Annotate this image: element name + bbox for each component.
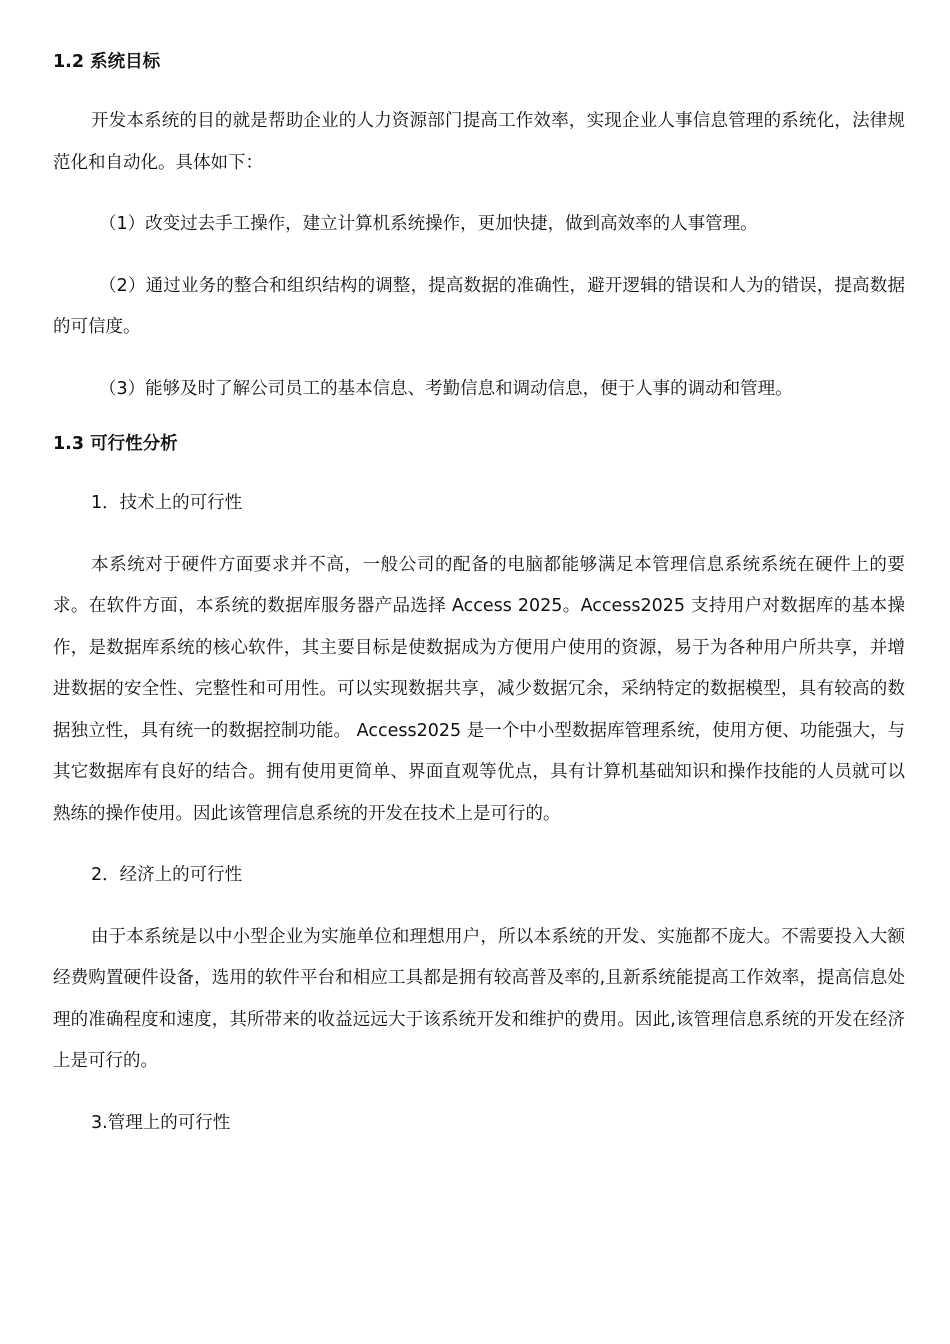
section-heading-1-3: 1.3 可行性分析 [53, 434, 178, 454]
document-page [53, 48, 905, 1164]
section-heading-1-2: 1.2 系统目标 [53, 52, 161, 72]
goal-item-3: （3）能够及时了解公司员工的基本信息、考勤信息和调动信息，便于人事的调动和管理。 [99, 378, 793, 399]
goal-item-1: （1）改变过去手工操作，建立计算机系统操作，更加快捷，做到高效率的人事管理。 [99, 214, 758, 234]
goal-item-2: （2）通过业务的整合和组织结构的调整，提高数据的准确性，避开逻辑的错误和人为的错误，提高数据的可信度。 [53, 275, 905, 337]
section-1-2-intro: 开发本系统的目的就是帮助企业的人力资源部门提高工作效率，实现企业人事信息管理的系统化，法律规范化和自动化。具体如下： [53, 111, 905, 173]
economic-feasibility-title: 2．经济上的可行性 [91, 865, 243, 885]
management-feasibility-title: 3.管理上的可行性 [91, 1112, 231, 1133]
economic-feasibility-body: 由于本系统是以中小型企业为实施单位和理想用户，所以本系统的开发、实施都不庞大。不需要投入大额经费购置硬件设备，选用的软件平台和相应工具都是拥有较高普及率的,且新系统能提高工作效率，提高信息处理的准确程度和速度，其所带来的收益远远大于该系统开发和维护的费用。因此,该管理信息系统的开发在经济上是可行的。 [53, 926, 905, 1071]
technical-feasibility-title: 1．技术上的可行性 [91, 493, 243, 513]
technical-feasibility-body: 本系统对于硬件方面要求并不高，一般公司的配备的电脑都能够满足本管理信息系统系统在硬件上的要求。在软件方面，本系统的数据库服务器产品选择 Access 2025。Access2025 支持用户对数据库的基本操作，是数据库系统的核心软件，其主要目标是使数据成为方便用户使用的资源，易于为各种用户所共享，并增进数据的安全性、完整性和可用性。可以实现数据共享，减少数据冗余，采纳特定的数据模型，具有较高的数据独立性，具有统一的数据控制功能。 Access2025 是一个中小型数据库管理系统，使用方便、功能强大，与其它数据库有良好的结合。拥有使用更简单、界面直观等优点，具有计算机基础知识和操作技能的人员就可以熟练的操作使用。因此该管理信息系统的开发在技术上是可行的。 [53, 554, 905, 824]
